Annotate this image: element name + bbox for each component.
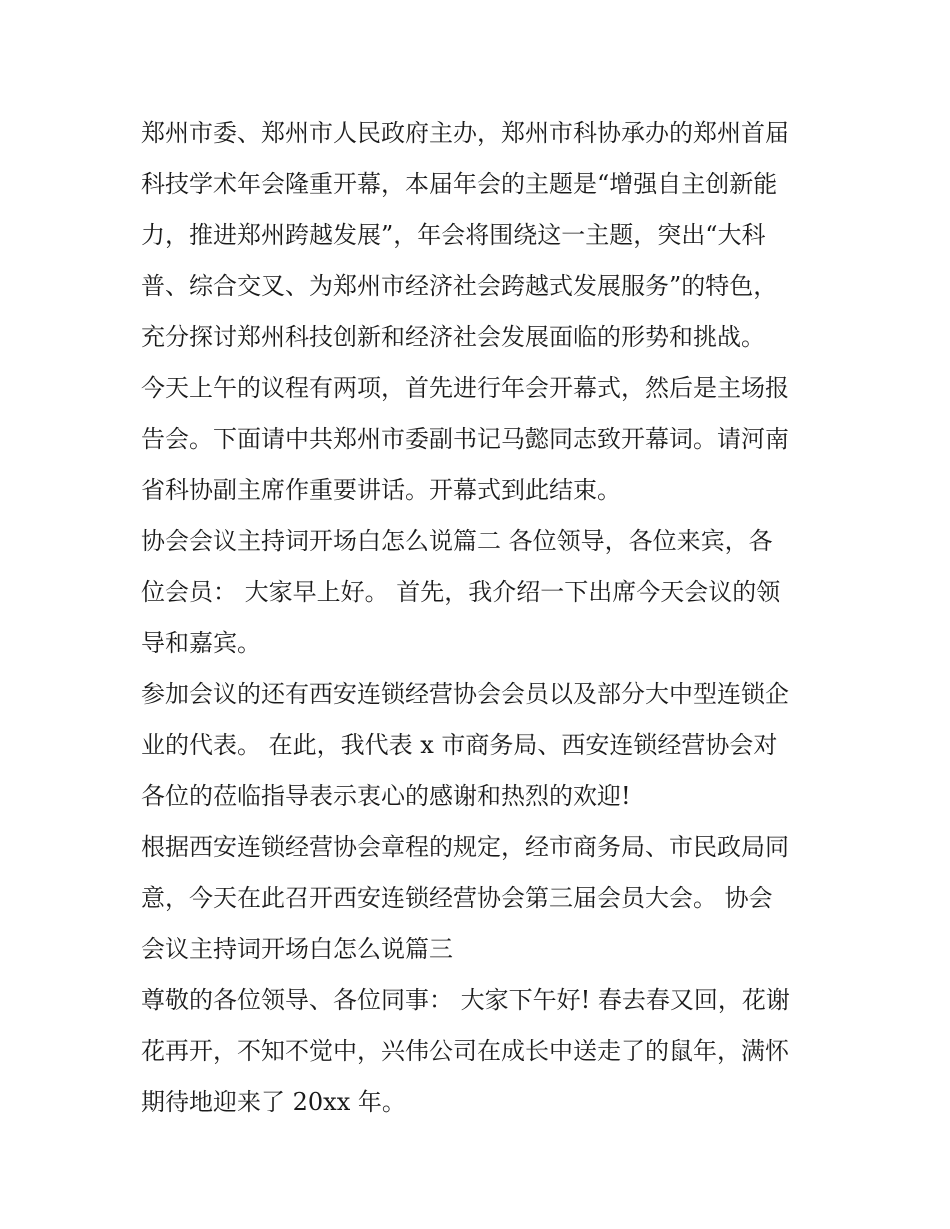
text-line: 今天上午的议程有两项，首先进行年会开幕式，然后是主场报 (141, 374, 789, 402)
text-line: 意，今天在此召开西安连锁经营协会第三届会员大会。 协会 (141, 884, 773, 912)
text-line: 普、综合交叉、为郑州市经济社会跨越式发展服务”的特色， (141, 272, 778, 300)
text-line: 根据西安连锁经营协会章程的规定，经市商务局、市民政局同 (141, 833, 789, 861)
text-line: 位会员： 大家早上好。 首先，我介绍一下出席今天会议的领 (141, 578, 781, 606)
text-line: 业的代表。 在此，我代表 x 市商务局、西安连锁经营协会对 (141, 731, 778, 759)
text-line: 参加会议的还有西安连锁经营协会会员以及部分大中型连锁企 (141, 680, 789, 708)
text-line: 协会会议主持词开场白怎么说篇二 各位领导，各位来宾，各 (141, 527, 773, 555)
text-line: 期待地迎来了 20xx 年。 (141, 1088, 406, 1116)
text-line: 充分探讨郑州科技创新和经济社会发展面临的形势和挑战。 (141, 323, 765, 351)
text-line: 会议主持词开场白怎么说篇三 (141, 935, 453, 963)
text-line: 科技学术年会隆重开幕，本届年会的主题是“增强自主创新能 (141, 170, 778, 198)
text-line: 尊敬的各位领导、各位同事： 大家下午好! 春去春又回，花谢 (141, 986, 790, 1014)
text-line: 力，推进郑州跨越发展”，年会将围绕这一主题，突出“大科 (141, 221, 766, 249)
document-body (141, 108, 821, 1128)
text-line: 郑州市委、郑州市人民政府主办，郑州市科协承办的郑州首届 (141, 119, 789, 147)
text-line: 导和嘉宾。 (141, 629, 261, 657)
text-line: 省科协副主席作重要讲话。开幕式到此结束。 (141, 476, 621, 504)
text-line: 告会。下面请中共郑州市委副书记马懿同志致开幕词。请河南 (141, 425, 789, 453)
text-line: 各位的莅临指导表示衷心的感谢和热烈的欢迎! (141, 782, 631, 810)
text-line: 花再开，不知不觉中，兴伟公司在成长中送走了的鼠年，满怀 (141, 1037, 789, 1065)
